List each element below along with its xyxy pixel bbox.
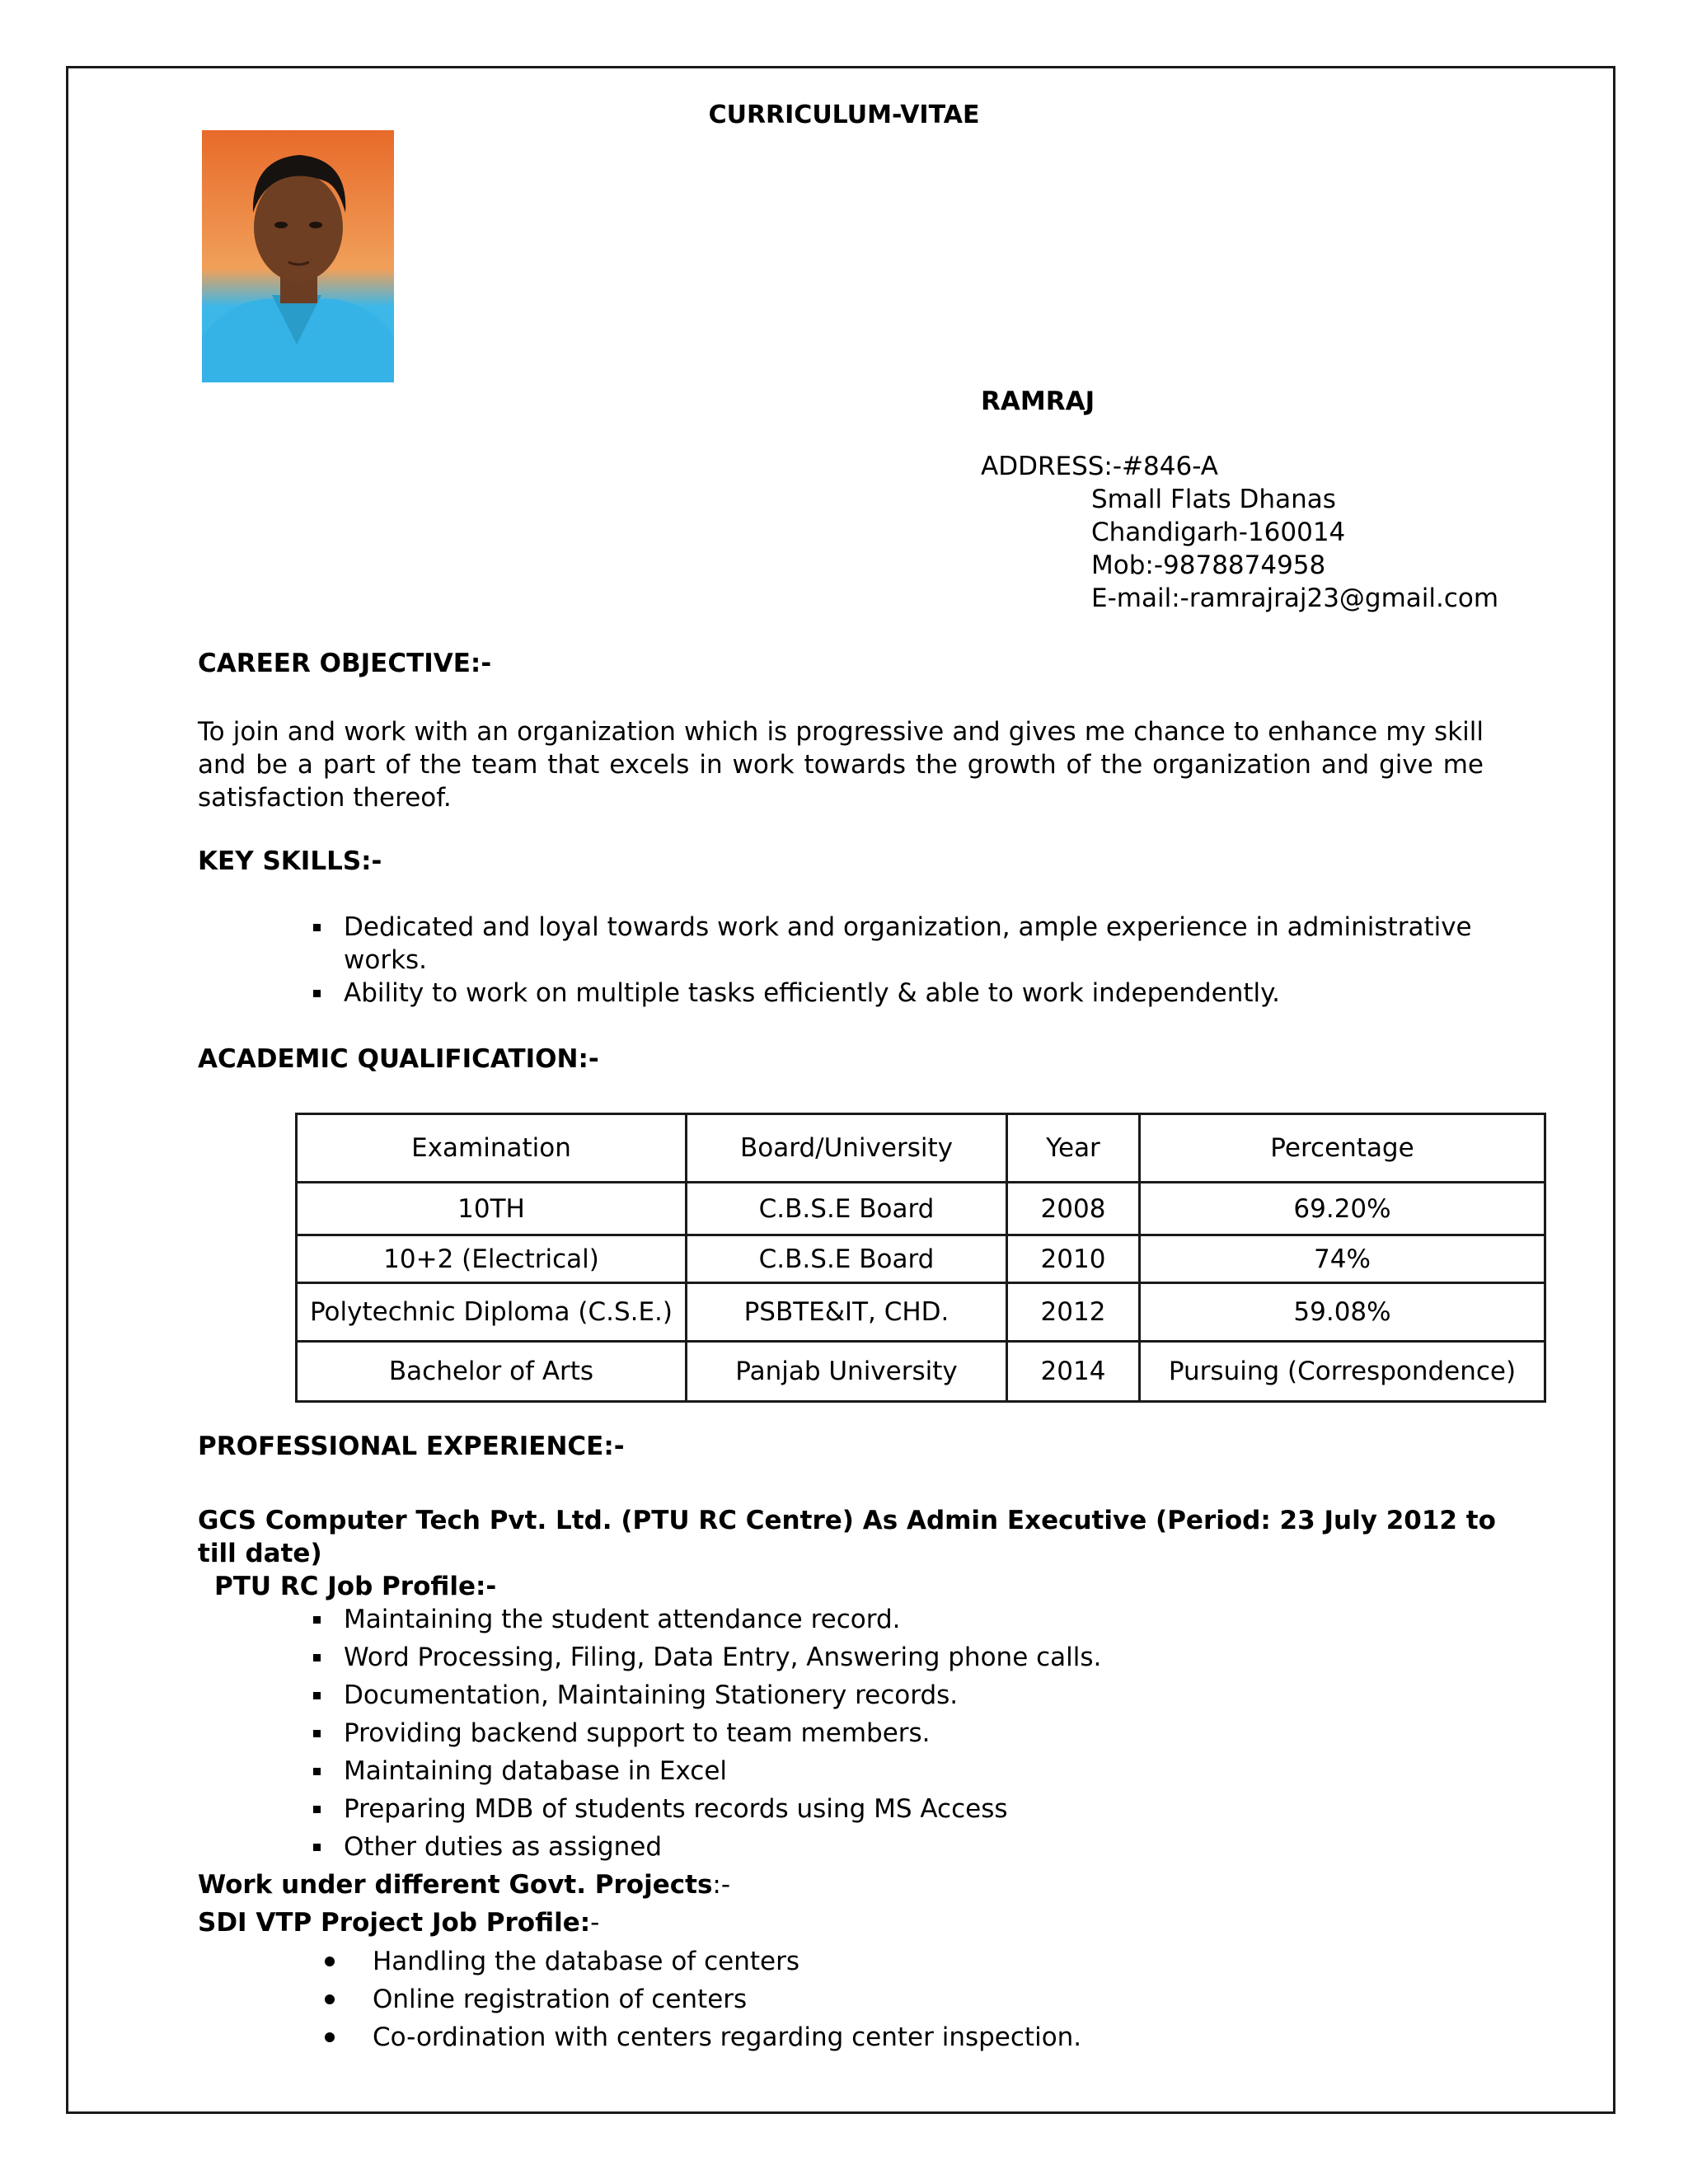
table-cell: 10+2 (Electrical)	[297, 1235, 687, 1283]
bullet-icon	[313, 1806, 321, 1813]
sdi-item-2: Online registration of centers	[373, 1985, 748, 2014]
ptu-item-3: Documentation, Maintaining Stationery records.	[344, 1680, 959, 1710]
sdi-profile-label: SDI VTP Project Job Profile:	[198, 1908, 591, 1938]
key-skills-heading: KEY SKILLS:-	[198, 846, 382, 876]
sdi-item-1: Handling the database of centers	[373, 1947, 799, 1976]
address-line-2: Small Flats Dhanas	[1091, 485, 1336, 514]
ptu-item-4: Providing backend support to team members.	[344, 1718, 931, 1748]
table-cell: 74%	[1140, 1235, 1545, 1283]
bullet-icon	[313, 990, 321, 997]
ptu-item-2: Word Processing, Filing, Data Entry, Answering phone calls.	[344, 1643, 1102, 1672]
table-cell: 10TH	[297, 1183, 687, 1235]
skill-item-2: Ability to work on multiple tasks efficiently & able to work independently.	[344, 978, 1280, 1008]
table-cell: Polytechnic Diploma (C.S.E.)	[297, 1283, 687, 1342]
col-header-examination: Examination	[297, 1114, 687, 1183]
sdi-profile-suffix: -	[590, 1908, 600, 1938]
ptu-item-1: Maintaining the student attendance record.	[344, 1605, 901, 1634]
table-cell: Pursuing (Correspondence)	[1140, 1342, 1545, 1402]
table-cell: Bachelor of Arts	[297, 1342, 687, 1402]
bullet-icon	[313, 1692, 321, 1699]
experience-heading: PROFESSIONAL EXPERIENCE:-	[198, 1432, 625, 1461]
col-header-board: Board/University	[687, 1114, 1007, 1183]
address-line-3: Chandigarh-160014	[1091, 518, 1346, 547]
table-cell: C.B.S.E Board	[687, 1183, 1007, 1235]
bullet-icon	[313, 1844, 321, 1851]
sdi-item-3: Co-ordination with centers regarding center inspection.	[373, 2022, 1082, 2052]
table-row	[297, 1283, 1545, 1342]
document-title: CURRICULUM-VITAE	[708, 101, 980, 129]
col-header-year: Year	[1007, 1114, 1140, 1183]
job-title-line-1: GCS Computer Tech Pvt. Ltd. (PTU RC Centre) As Admin Executive (Period: 23 July 2012 to	[198, 1506, 1496, 1535]
bullet-icon	[313, 1768, 321, 1775]
career-objective-text: To join and work with an organization which is progressive and gives me chance to enhance my skill and be a part of the team that excels in work towards the growth of the organization and give me satisfaction thereof.	[198, 717, 1484, 813]
table-row	[297, 1235, 1545, 1283]
table-cell: 2010	[1007, 1235, 1140, 1283]
table-cell: 59.08%	[1140, 1283, 1545, 1342]
ptu-profile-heading: PTU RC Job Profile:-	[214, 1572, 497, 1601]
bullet-icon	[313, 1730, 321, 1737]
bullet-icon	[313, 1654, 321, 1661]
address-line-1: ADDRESS:-#846-A	[981, 452, 1218, 481]
bullet-icon	[313, 1616, 321, 1624]
ptu-item-7: Other duties as assigned	[344, 1832, 663, 1862]
table-cell: PSBTE&IT, CHD.	[687, 1283, 1007, 1342]
col-header-percentage: Percentage	[1140, 1114, 1545, 1183]
table-cell: 2014	[1007, 1342, 1140, 1402]
table-cell: Panjab University	[687, 1342, 1007, 1402]
bullet-icon	[325, 1994, 335, 2004]
ptu-item-6: Preparing MDB of students records using MS Access	[344, 1794, 1008, 1824]
job-title-line-2: till date)	[198, 1539, 322, 1568]
career-objective-heading: CAREER OBJECTIVE:-	[198, 649, 492, 678]
academic-table	[295, 1113, 1546, 1403]
table-row	[297, 1342, 1545, 1402]
table-cell: 2008	[1007, 1183, 1140, 1235]
skill-item-1: Dedicated and loyal towards work and organization, ample experience in administrative	[344, 912, 1472, 942]
mobile-number: Mob:-9878874958	[1091, 551, 1326, 580]
table-row	[297, 1183, 1545, 1235]
table-header-row	[297, 1114, 1545, 1183]
ptu-item-5: Maintaining database in Excel	[344, 1756, 728, 1786]
govt-projects-suffix: :-	[712, 1870, 731, 1900]
sdi-profile-line	[198, 1906, 599, 1939]
academic-heading: ACADEMIC QUALIFICATION:-	[198, 1044, 599, 1074]
govt-projects-line	[198, 1868, 730, 1901]
table-cell: 69.20%	[1140, 1183, 1545, 1235]
skill-item-1-cont: works.	[344, 945, 428, 975]
bullet-icon	[313, 924, 321, 931]
govt-projects-label: Work under different Govt. Projects	[198, 1870, 713, 1900]
profile-photo	[202, 130, 394, 382]
table-cell: C.B.S.E Board	[687, 1235, 1007, 1283]
table-cell: 2012	[1007, 1283, 1140, 1342]
candidate-name: RAMRAJ	[981, 387, 1095, 416]
bullet-icon	[325, 2032, 335, 2042]
bullet-icon	[325, 1957, 335, 1966]
email-address: E-mail:-ramrajraj23@gmail.com	[1091, 583, 1499, 613]
